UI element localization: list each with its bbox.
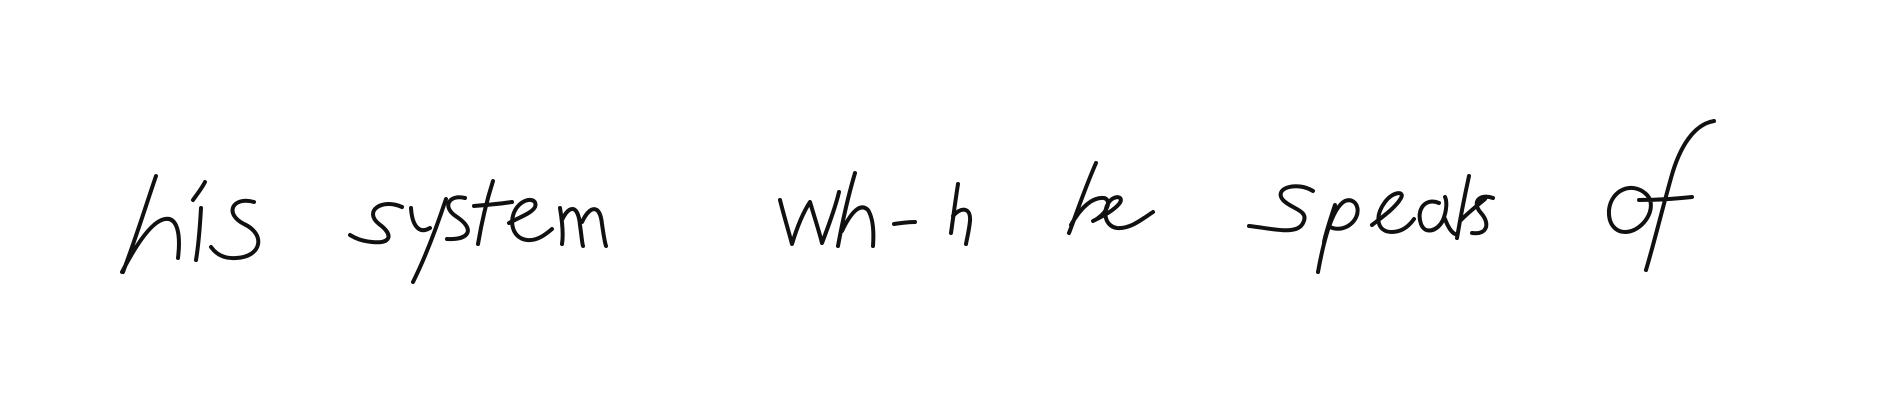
handwriting-transcription	[120, 150, 1720, 214]
